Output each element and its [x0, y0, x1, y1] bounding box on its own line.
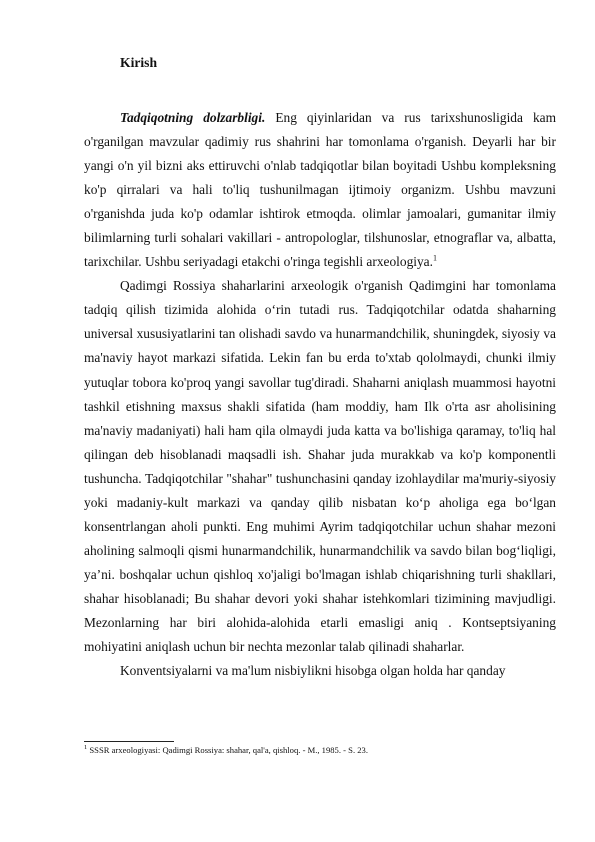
footnote-divider: [84, 741, 174, 742]
footnote: [84, 745, 368, 756]
paragraph-conventions: [84, 659, 556, 683]
paragraph-text: Qadimgi Rossiya shaharlarini arxeologik o'rganish Qadimgini har tomonlama tadqiq qilish tizimida alohida o‘rin tutadi rus. Tadqiqotchilar odatda shaharning universal xususiyatlarini tan olishadi savdo va hunarmandchilik, shuningdek, siyosiy va ma'naviy hayot markazi sifatida. Lekin fan bu erda to'xtab qololmaydi, chunki ilmiy yutuqlar tobora ko'proq yangi savollar tug'diradi. Shaharni aniqlash muammosi hayotni tashkil etishning maxsus shakli sifatida (ham moddiy, ham Ilk o'rta asr aholisining ma'naviy madaniyati) hali ham qila olmaydi juda katta va bo'lishiga qaramay, to'liq hal qilingan deb hisoblanadi maqsadli ish. Shahar juda murakkab va ko'p komponentli tushuncha. Tadqiqotchilar "shahar" tushunchasini qanday izohlaydilar ma'muriy-siyosiy yoki madaniy-kult markazi va qanday qilib nisbatan ko‘p aholiga ega bo‘lgan konsentrlangan aholi punkti. Eng muhimi Ayrim tadqiqotchilar uchun shahar mezoni aholining salmoqli qismi hunarmandchilik, hunarmandchilik va savdo bilan bog‘liqligi, ya’ni. boshqalar uchun qishloq xo'jaligi bo'lmagan ishlab chiqarishning turli shakllari, shahar hisoblanadi; Bu shahar devori yoki shahar istehkomlari tizimining mavjudligi. Mezonlarning har biri alohida-alohida etarli emasligi aniq . Kontseptsiyaning mohiyatini aniqlash uchun bir nechta mezonlar talab qilinadi shaharlar.: [84, 278, 556, 655]
body-text: [84, 106, 556, 683]
section-heading: Kirish: [120, 55, 158, 70]
paragraph-text: Konventsiyalarni va ma'lum nisbiylikni hisobga olgan holda har qanday: [120, 663, 506, 679]
footnote-text: SSSR arxeologiyasi: Qadimgi Rossiya: shahar, qal'a, qishloq. - M., 1985. - S. 23.: [87, 745, 368, 755]
paragraph-lead: Tadqiqotning dolzarbligi.: [120, 110, 266, 125]
footnote-number: 1: [84, 744, 88, 752]
paragraph-text: Eng qiyinlaridan va rus tarixshunosligida kam o'rganilgan mavzular qadimiy rus shahrini har tomonlama o'rganish. Deyarli har bir yangi o'n yil bizni aks ettiruvchi o'nlab tadqiqotlar bilan boyitadi Ushbu kompleksning ko'p qirralari va hali to'liq tushunilmagan ijtimoiy organizm. Ushbu mavzuni o'rganishda juda ko'p odamlar ishtirok etmoqda. olimlar jamoalari, gumanitar ilmiy bilimlarning turli sohalari vakillari - antropologlar, tilshunoslar, etnograflar va, albatta, tarixchilar. Ushbu seriyadagi etakchi o'ringa tegishli arxeologiya.: [84, 110, 557, 270]
footnote-reference: 1: [432, 253, 437, 263]
paragraph-relevance: [84, 106, 556, 274]
paragraph-archaeology: [84, 274, 556, 659]
